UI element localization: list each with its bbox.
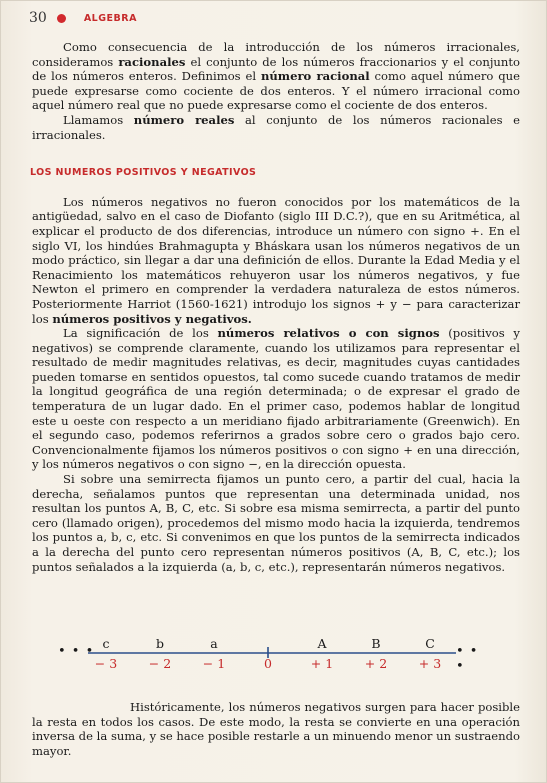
point-letter-label: b	[155, 636, 165, 651]
text-run: al conjunto de los números racionales e irracionales.	[32, 112, 520, 142]
section-paragraph-3: Si sobre una semirrecta fijamos un punto cero, a partir del cual, hacia la derecha, señalamos puntos que representan una determinada unidad, nos resultan los puntos A, B, C, etc. Si sobre esa misma semirrecta, a partir del punto cero (llamado origen), procedemos del mismo modo hacia la izquierda, tendremos los puntos a, b, c, etc. Si convenimos en que los puntos de la semirrecta indicados a la derecha del punto cero representan números positivos (A, B, C, etc.); los puntos señalados a la izquierda (a, b, c, etc.), representarán números negativos.	[32, 472, 520, 574]
point-letter-label: B	[371, 636, 381, 651]
integer-tick-label: 0	[264, 656, 272, 671]
page-header	[29, 8, 137, 28]
text-run: La significación de los	[63, 326, 218, 341]
right-ellipsis-dots: • • •	[456, 644, 479, 674]
integer-tick-label: + 1	[310, 656, 334, 671]
left-ellipsis-dots: • • •	[58, 644, 95, 659]
page-number: 30	[29, 10, 47, 26]
integer-tick-label: − 3	[94, 656, 118, 671]
number-line-figure	[58, 636, 488, 676]
bullet-dot-icon	[57, 14, 66, 23]
closing-paragraph: Históricamente, los números negativos surgen para hacer posible la resta en todos los casos. De este modo, la resta se convierte en una operación inversa de la suma, y se hace posible restarle a un minuendo menor un sustraendo mayor.	[32, 700, 520, 758]
integer-tick-label: − 2	[148, 656, 172, 671]
running-title: ALGEBRA	[83, 12, 137, 24]
intro-paragraph-2	[32, 113, 520, 142]
text-run: el conjunto de los números fraccionarios y el conjunto de los números enteros. Definimos el	[32, 54, 520, 84]
text-run: Llamamos	[63, 112, 134, 127]
integer-tick-label: + 2	[364, 656, 388, 671]
point-letter-label: a	[210, 636, 218, 651]
section-paragraph-2	[32, 326, 520, 472]
section-paragraph-1	[32, 195, 520, 326]
text-run: (positivos y negativos) se comprende claramente, cuando los utilizamos para representar el resultado de medir magnitudes relativas, es decir, magnitudes cuyas cantidades pueden tomarse en sentidos opuestos, tal como sucede cuando tratamos de medir la longitud geográfica de una región determinada; o de expresar el grado de temperatura de un lugar dado. En el primer caso, podemos hablar de longitud este u oeste con respecto a un meridiano fijado arbitrariamente (Greenwich). En el segundo caso, podemos referirnos a grados sobre cero o grados bajo cero. Convencionalmente fijamos los números positivos o con signo + en una dirección, y los números negativos o con signo −, en la dirección opuesta.	[32, 326, 520, 472]
text-run: como aquel número que puede expresarse como cociente de dos enteros. Y el número irracional como aquel número real que no puede expresarse como el cociente de dos enteros.	[32, 69, 521, 113]
point-letter-label: A	[317, 636, 327, 651]
bold-term: números relativos o con signos	[217, 326, 440, 341]
closing-text	[32, 700, 520, 758]
section-heading: LOS NUMEROS POSITIVOS Y NEGATIVOS	[30, 167, 257, 179]
text-run: Como consecuencia de la introducción de los números irracionales, consideramos	[32, 40, 520, 69]
bold-term: número reales	[133, 112, 235, 127]
bold-term: números positivos y negativos.	[52, 311, 252, 326]
bold-term: número racional	[260, 69, 370, 84]
intro-paragraph-1	[32, 40, 520, 113]
bold-term: racionales	[118, 54, 186, 69]
text-run: Los números negativos no fueron conocidos por los matemáticos de la antigüedad, salvo en el caso de Diofanto (siglo III D.C.?), que en su Aritmética, al explicar el producto de dos diferencias, introduce un número con signo +. En el siglo VI, los hindúes Brahmagupta y Bháskara usan los números negativos de un modo práctico, sin llegar a dar una definición de ellos. Durante la Edad Media y el Renacimiento los matemáticos rehuyeron usar los números negativos, y fue Newton el primero en comprender la verdadera naturaleza de estos números. Posteriormente Harriot (1560-1621) introdujo los signos + y − para caracterizar los	[32, 194, 520, 326]
point-letter-label: c	[102, 636, 110, 651]
point-letter-label: C	[425, 636, 435, 651]
main-text	[32, 40, 520, 574]
integer-tick-label: + 3	[418, 656, 442, 671]
integer-tick-label: − 1	[202, 656, 226, 671]
